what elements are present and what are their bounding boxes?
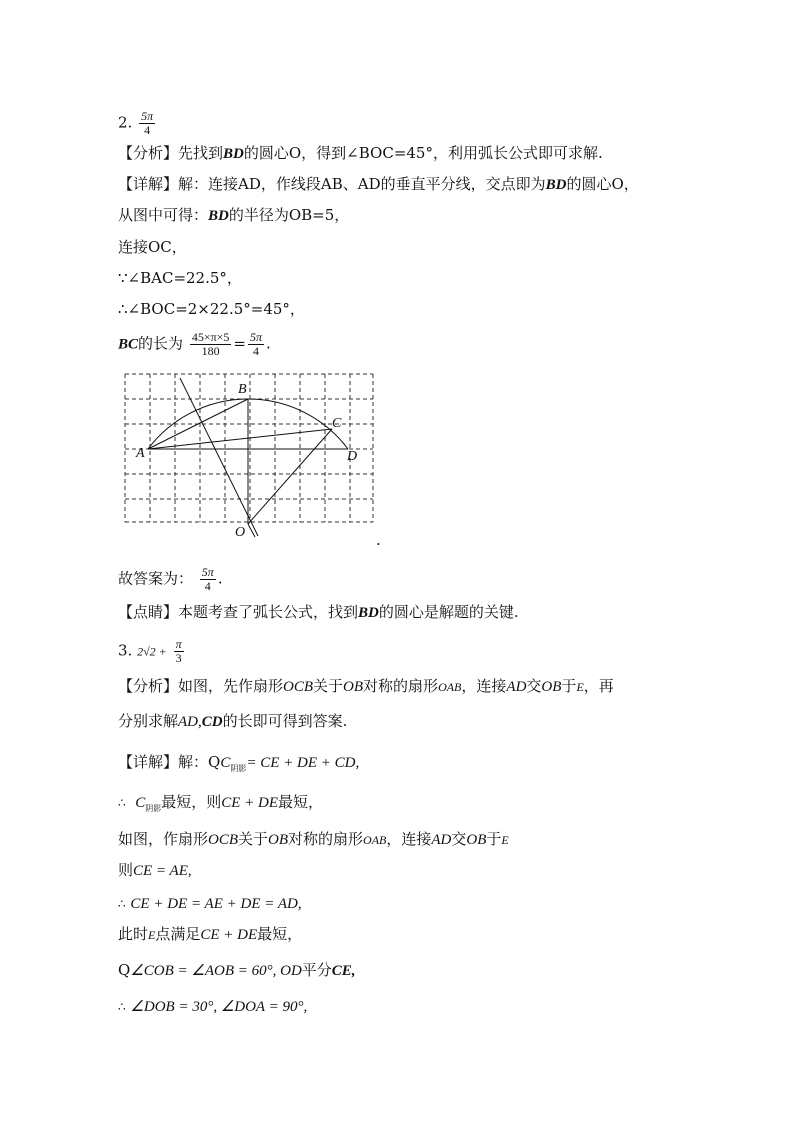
result-fraction: $\frac{5\pi}{4}$ [249, 330, 262, 358]
q2-connect-oc: 连接OC， [118, 238, 187, 256]
q3-figure-line: 如图，作扇形OCB关于OB对称的扇形OAB，连接AD交OB于E [118, 830, 509, 848]
q2-detail: 【详解】解：连接AD，作线段AB、AD的垂直平分线，交点即为BD的圆心O， [118, 175, 639, 193]
q3-detail: 【详解】解：$QC_{阴影}=$ CE + DE + CD, [118, 753, 360, 773]
q2-number-line [118, 110, 157, 137]
figure-trailing-dot: . [376, 531, 381, 549]
q3-answer-fraction: $\frac{\pi}{3}$ [175, 637, 182, 665]
final-answer-fraction: $\frac{5\pi}{4}$ [201, 565, 214, 593]
q3-shortest: ∴ $C_{阴影}$最短，则CE + DE最短， [118, 793, 324, 813]
q3-analysis-2: 分别求解AD,CD的长即可得到答案. [118, 712, 348, 730]
q3-eq4: ∴ ∠DOB = 30°, ∠DOA = 90°, [118, 999, 308, 1015]
arc-bd-4: BD [358, 605, 379, 621]
q2-final-answer: 故答案为： $\frac{5\pi}{4}$ . [118, 565, 223, 593]
label-d: D [347, 449, 358, 464]
label-b: B [238, 382, 247, 397]
grid-lines [125, 374, 373, 522]
q2-angle-bac: ∵∠BAC=22.5°， [118, 269, 242, 287]
arc-bd: BD [223, 146, 244, 162]
arc-bd-2: BD [545, 177, 567, 193]
q3-eq2: ∴ CE + DE = AE + DE = AD, [118, 896, 302, 912]
label-a: A [136, 446, 145, 461]
geometry-figure [118, 366, 388, 541]
perpendicular-bisector [180, 378, 258, 536]
label-o: O [235, 525, 246, 540]
q2-answer-fraction: $\frac{5\pi}{4}$ [141, 109, 154, 137]
q3-now: 此时E点满足CE + DE最短， [118, 925, 303, 943]
arc-bd-3: BD [208, 208, 229, 224]
q3-eq3: Q∠COB = ∠AOB = 60°, OD平分CE, [118, 961, 356, 979]
arc-bc: BC [118, 336, 139, 353]
q3-then: 则CE = AE, [118, 861, 192, 879]
bisector-extension [248, 524, 255, 537]
segment-ac [148, 429, 332, 449]
q2-comment: 【点睛】本题考查了弧长公式，找到BD的圆心是解题的关键. [118, 603, 519, 621]
q2-radius-line: 从图中可得：BD的半径为OB=5， [118, 206, 350, 224]
segment-oc [248, 429, 332, 524]
q3-number-line: 3. 2√2 + $\frac{\pi}{3}$ [118, 637, 182, 665]
q2-number: 2. [118, 113, 133, 132]
calc-fraction: $\frac{45\times\pi\times 5}{180}$ [191, 330, 230, 358]
q2-analysis: 【分析】先找到BD的圆心O，得到∠BOC=45°，利用弧长公式即可求解. [118, 144, 603, 162]
q3-analysis: 【分析】如图，先作扇形OCB关于OB对称的扇形OAB，连接AD交OB于E，再 [118, 677, 614, 695]
q2-angle-boc: ∴∠BOC=2×22.5°=45°， [118, 300, 305, 318]
label-c: C [332, 416, 342, 431]
q2-arc-length-line: BC的长为 $\frac{45\times\pi\times 5}{180}$ = $\frac{5\pi}{4}$ . [118, 330, 271, 358]
